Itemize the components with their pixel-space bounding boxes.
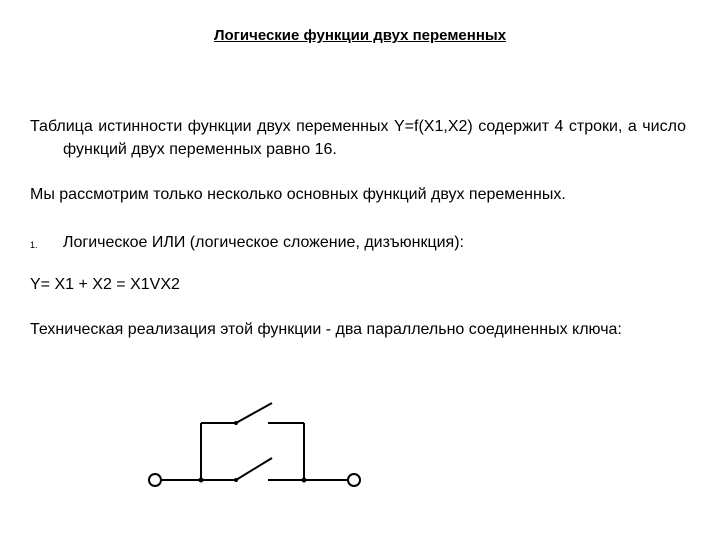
implementation-paragraph: Техническая реализация этой функции - два параллельно соединенных ключа: bbox=[30, 321, 622, 338]
right-terminal bbox=[348, 474, 360, 486]
bottom-switch-pivot bbox=[234, 478, 238, 482]
left-junction-dot bbox=[199, 478, 204, 483]
left-terminal bbox=[149, 474, 161, 486]
formula: Y= X1 + X2 = X1VX2 bbox=[30, 276, 180, 293]
top-switch-blade bbox=[236, 403, 272, 423]
bottom-switch-blade bbox=[236, 458, 272, 480]
right-junction-dot bbox=[302, 478, 307, 483]
consider-paragraph: Мы рассмотрим только несколько основных функций двух переменных. bbox=[30, 186, 566, 203]
intro-paragraph: Таблица истинности функции двух переменных Y=f(X1,X2) содержит 4 строки, а число функций двух переменных равно 16. bbox=[30, 118, 686, 158]
page-title: Логические функции двух переменных bbox=[213, 27, 507, 44]
list-number: 1. bbox=[30, 240, 38, 250]
top-switch-pivot bbox=[234, 421, 238, 425]
list-item-text: Логическое ИЛИ (логическое сложение, дизъюнкция): bbox=[63, 234, 464, 251]
